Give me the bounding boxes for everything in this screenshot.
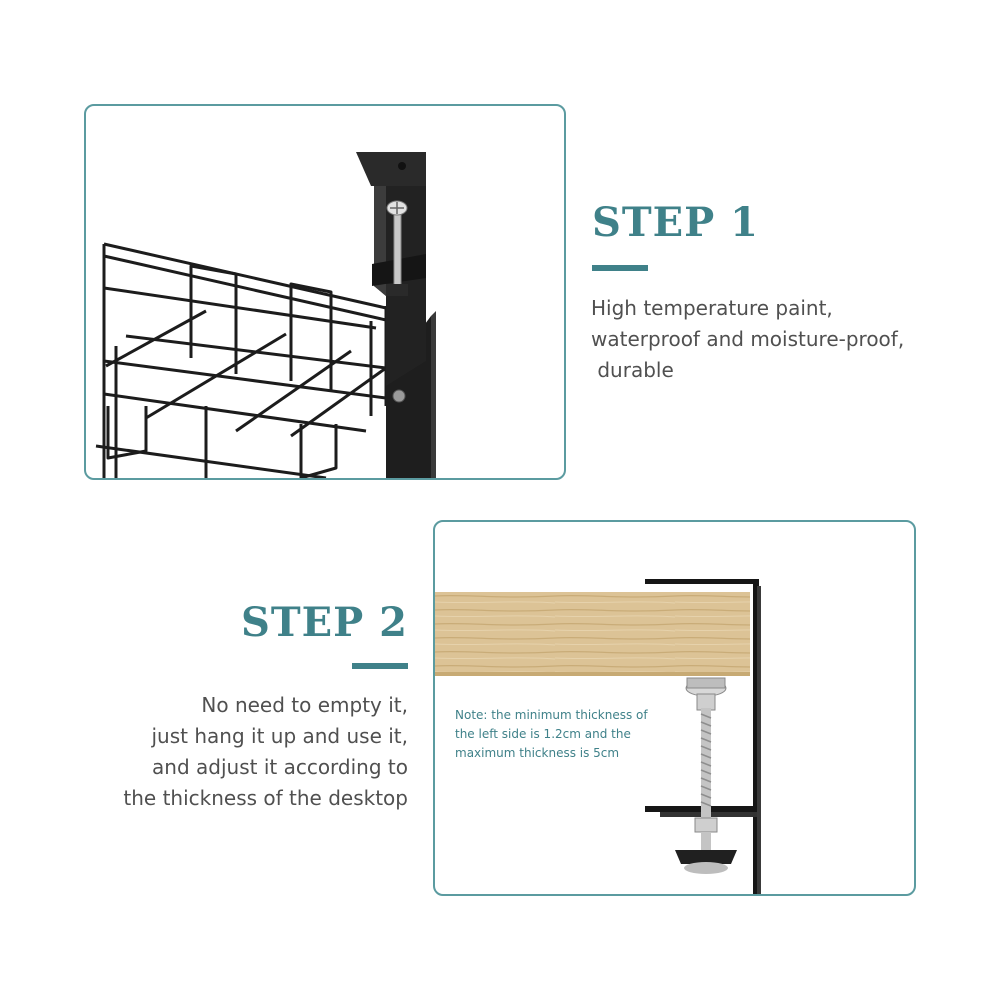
clamp-photo-panel [433, 520, 916, 896]
desktop-board [435, 592, 750, 676]
thickness-note-line: maximum thickness is 5cm [455, 746, 620, 760]
step1-description-line: durable [591, 358, 674, 382]
clamp-bracket [356, 152, 426, 386]
step1-description-line: High temperature paint, [591, 296, 833, 320]
basket-photo-panel [84, 104, 566, 480]
adjustment-screw [686, 678, 726, 850]
step1-accent-bar [592, 265, 648, 271]
thickness-note [455, 706, 675, 763]
step2-description-line: No need to empty it, [201, 693, 408, 717]
step2-description-line: the thickness of the desktop [123, 786, 408, 810]
step1-description-line: waterproof and moisture-proof, [591, 327, 905, 351]
step1-title: STEP 1 [592, 199, 759, 246]
step2-accent-bar [352, 663, 408, 669]
clamp-knob [675, 850, 737, 874]
step2-description [123, 690, 408, 814]
step1-description [591, 293, 904, 386]
step2-description-line: just hang it up and use it, [151, 724, 408, 748]
step2-title: STEP 2 [241, 599, 408, 646]
thickness-note-line: Note: the minimum thickness of [455, 708, 648, 722]
step2-description-line: and adjust it according to [152, 755, 408, 779]
wire-basket-illustration [86, 106, 566, 480]
thickness-note-line: the left side is 1.2cm and the [455, 727, 631, 741]
